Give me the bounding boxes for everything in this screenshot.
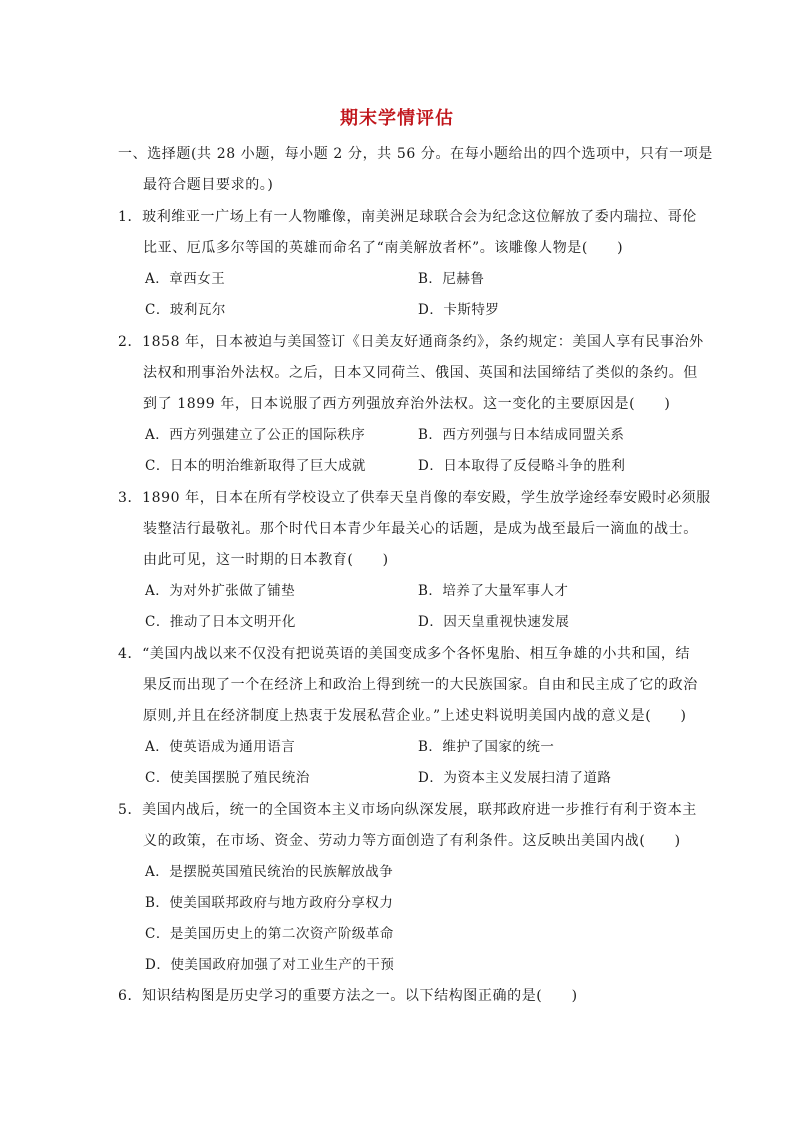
- question-2-option-c: C．日本的明治维新取得了巨大成就: [145, 458, 366, 474]
- section-heading: 一、选择题(共 28 小题，每小题 2 分，共 56 分。在每小题给出的四个选项中，只有一项是: [118, 146, 713, 162]
- question-1-option-a: A．章西女王: [145, 271, 226, 287]
- question-2-stem-cont-2: 到了 1899 年，日本说服了西方列强放弃治外法权。这一变化的主要原因是( ): [143, 396, 671, 412]
- question-5-option-a: A．是摆脱英国殖民统治的民族解放战争: [145, 864, 394, 880]
- page-title: 期末学情评估: [340, 108, 454, 129]
- question-5-option-b: B．使美国联邦政府与地方政府分享权力: [145, 895, 394, 911]
- question-3-stem-cont: 装整洁行最敬礼。那个时代日本青少年最关心的话题，是成为战至最后一滴血的战士。: [143, 521, 698, 537]
- question-6-stem: 6．知识结构图是历史学习的重要方法之一。以下结构图正确的是( ): [118, 988, 578, 1004]
- question-1-option-d: D．卡斯特罗: [418, 302, 500, 318]
- question-1-stem: 1．玻利维亚一广场上有一人物雕像，南美洲足球联合会为纪念这位解放了委内瑞拉、哥伦: [118, 209, 697, 225]
- question-4-option-b: B．维护了国家的统一: [418, 739, 555, 755]
- question-1-option-b: B．尼赫鲁: [418, 271, 485, 287]
- question-4-option-a: A．使英语成为通用语言: [145, 739, 296, 755]
- question-2-stem-cont: 法权和刑事治外法权。之后，日本又同荷兰、俄国、英国和法国缔结了类似的条约。但: [143, 365, 698, 381]
- question-1-option-c: C．玻利瓦尔: [145, 302, 226, 318]
- question-3-option-a: A．为对外扩张做了铺垫: [145, 583, 296, 599]
- question-5-option-d: D．使美国政府加强了对工业生产的干预: [145, 957, 395, 973]
- question-4-stem-cont-2: 原则,并且在经济制度上热衷于发展私营企业。”上述史料说明美国内战的意义是( ): [143, 708, 687, 724]
- question-4-stem-cont: 果反而出现了一个在经济上和政治上得到统一的大民族国家。自由和民主成了它的政治: [143, 677, 698, 693]
- question-2-option-b: B．西方列强与日本结成同盟关系: [418, 427, 625, 443]
- question-3-option-d: D．因天皇重视快速发展: [418, 614, 570, 630]
- question-4-option-c: C．使美国摆脱了殖民统治: [145, 770, 310, 786]
- question-5-option-c: C．是美国历史上的第二次资产阶级革命: [145, 926, 394, 942]
- question-2-option-a: A．西方列强建立了公正的国际秩序: [145, 427, 366, 443]
- question-3-option-b: B．培养了大量军事人才: [418, 583, 569, 599]
- question-3-option-c: C．推动了日本文明开化: [145, 614, 296, 630]
- question-1-stem-cont: 比亚、厄瓜多尔等国的英雄而命名了“南美解放者杯”。该雕像人物是( ): [143, 240, 624, 256]
- question-3-stem: 3．1890 年，日本在所有学校设立了供奉天皇肖像的奉安殿，学生放学途经奉安殿时必须服: [118, 490, 711, 506]
- question-3-stem-cont-2: 由此可见，这一时期的日本教育( ): [143, 552, 389, 568]
- question-2-stem: 2．1858 年，日本被迫与美国签订《日美友好通商条约》，条约规定：美国人享有民事治外: [118, 334, 704, 350]
- question-2-option-d: D．日本取得了反侵略斗争的胜利: [418, 458, 626, 474]
- section-heading-cont: 最符合题目要求的。): [143, 177, 274, 193]
- question-4-stem: 4．“美国内战以来不仅没有把说英语的美国变成多个各怀鬼胎、相互争雄的小共和国，结: [118, 646, 691, 662]
- question-5-stem-cont: 义的政策，在市场、资金、劳动力等方面创造了有利条件。这反映出美国内战( ): [143, 833, 681, 849]
- question-4-option-d: D．为资本主义发展扫清了道路: [418, 770, 612, 786]
- question-5-stem: 5．美国内战后，统一的全国资本主义市场向纵深发展，联邦政府进一步推行有利于资本主: [118, 802, 697, 818]
